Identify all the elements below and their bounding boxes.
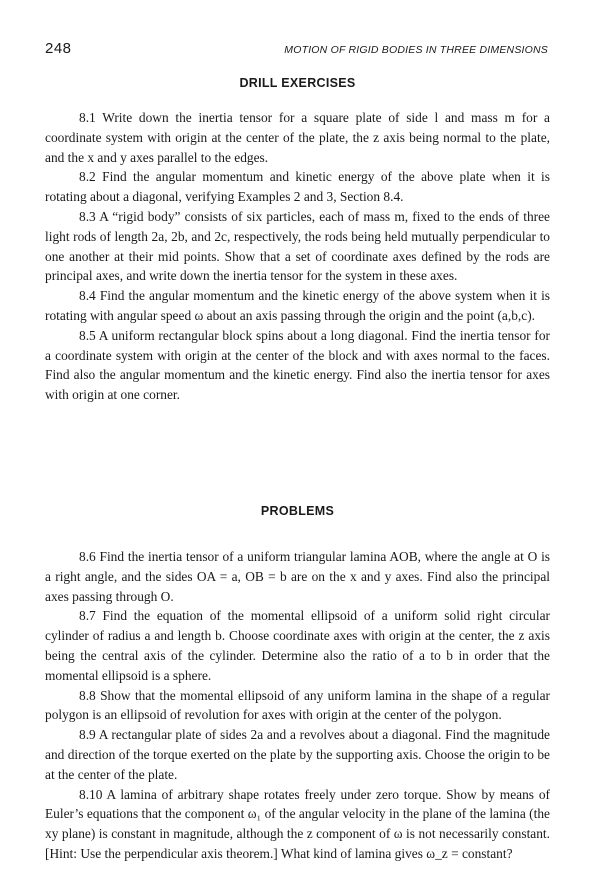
problem-8-6: 8.6 Find the inertia tensor of a uniform triangular lamina AOB, where the angle at O is a right angle, and the sides OA = a, OB = b are on the x and y axes. Find also the principal axes passing through O. [45, 549, 550, 604]
problem-8-8: 8.8 Show that the momental ellipsoid of any uniform lamina in the shape of a regular polygon is an ellipsoid of revolution for axes with origin at the center of the polygon. [45, 687, 550, 723]
exercise-8-4: 8.4 Find the angular momentum and the kinetic energy of the above system when it is rotating with angular speed ω about an axis passing through the origin and the point (a,b,c). [45, 288, 550, 323]
running-head: MOTION OF RIGID BODIES IN THREE DIMENSIONS [284, 44, 548, 56]
exercise-8-5: 8.5 A uniform rectangular block spins about a long diagonal. Find the inertia tensor for a coordinate system with origin at the center of the block and with axes normal to the faces. Find also the angular momentum and the kinetic energy. Find also the inertia tensor for axes with origin at one corner. [45, 327, 550, 403]
drill-exercises-heading: DRILL EXERCISES [239, 76, 356, 90]
exercise-8-1: 8.1 Write down the inertia tensor for a square plate of side l and mass m for a coordinate system with origin at the center of the plate, the z axis being normal to the plate, and the x and y axes parallel to the edges. [45, 110, 550, 165]
exercise-8-3: 8.3 A “rigid body” consists of six particles, each of mass m, fixed to the ends of three light rods of length 2a, 2b, and 2c, respectively, the rods being held mutually perpendicular to one another at their mid points. Show that a set of coordinate axes defined by the rods are principal axes, and write down the inertia tensor for the system in these axes. [45, 208, 550, 284]
exercise-8-2: 8.2 Find the angular momentum and kinetic energy of the above plate when it is rotating about a diagonal, verifying Examples 2 and 3, Section 8.4. [45, 169, 550, 205]
drill-exercises-list [45, 108, 550, 405]
problem-8-9: 8.9 A rectangular plate of sides 2a and a revolves about a diagonal. Find the magnitude and direction of the torque exerted on the plate by the supporting axis. Choose the origin to be at the center of the plate. [45, 727, 550, 782]
problem-8-10: 8.10 A lamina of arbitrary shape rotates freely under zero torque. Show by means of Euler’s equations that the component ω₁ of the angular velocity in the plane of the lamina (the xy plane) is constant in magnitude, although the z component of ω is not necessarily constant. [Hint: Use the perpendicular axis theorem.] What kind of lamina gives ω_z = constant? [45, 786, 550, 861]
problems-list [45, 547, 550, 864]
problem-8-7: 8.7 Find the equation of the momental ellipsoid of a uniform solid right circular cylinder of radius a and length b. Choose coordinate axes with origin at the center, the z axis being the central axis of the cylinder. Determine also the ratio of a to b in order that the momental ellipsoid is a sphere. [45, 608, 550, 683]
page-header [45, 40, 548, 57]
problems-heading: PROBLEMS [260, 504, 335, 518]
page-number: 248 [45, 40, 72, 57]
